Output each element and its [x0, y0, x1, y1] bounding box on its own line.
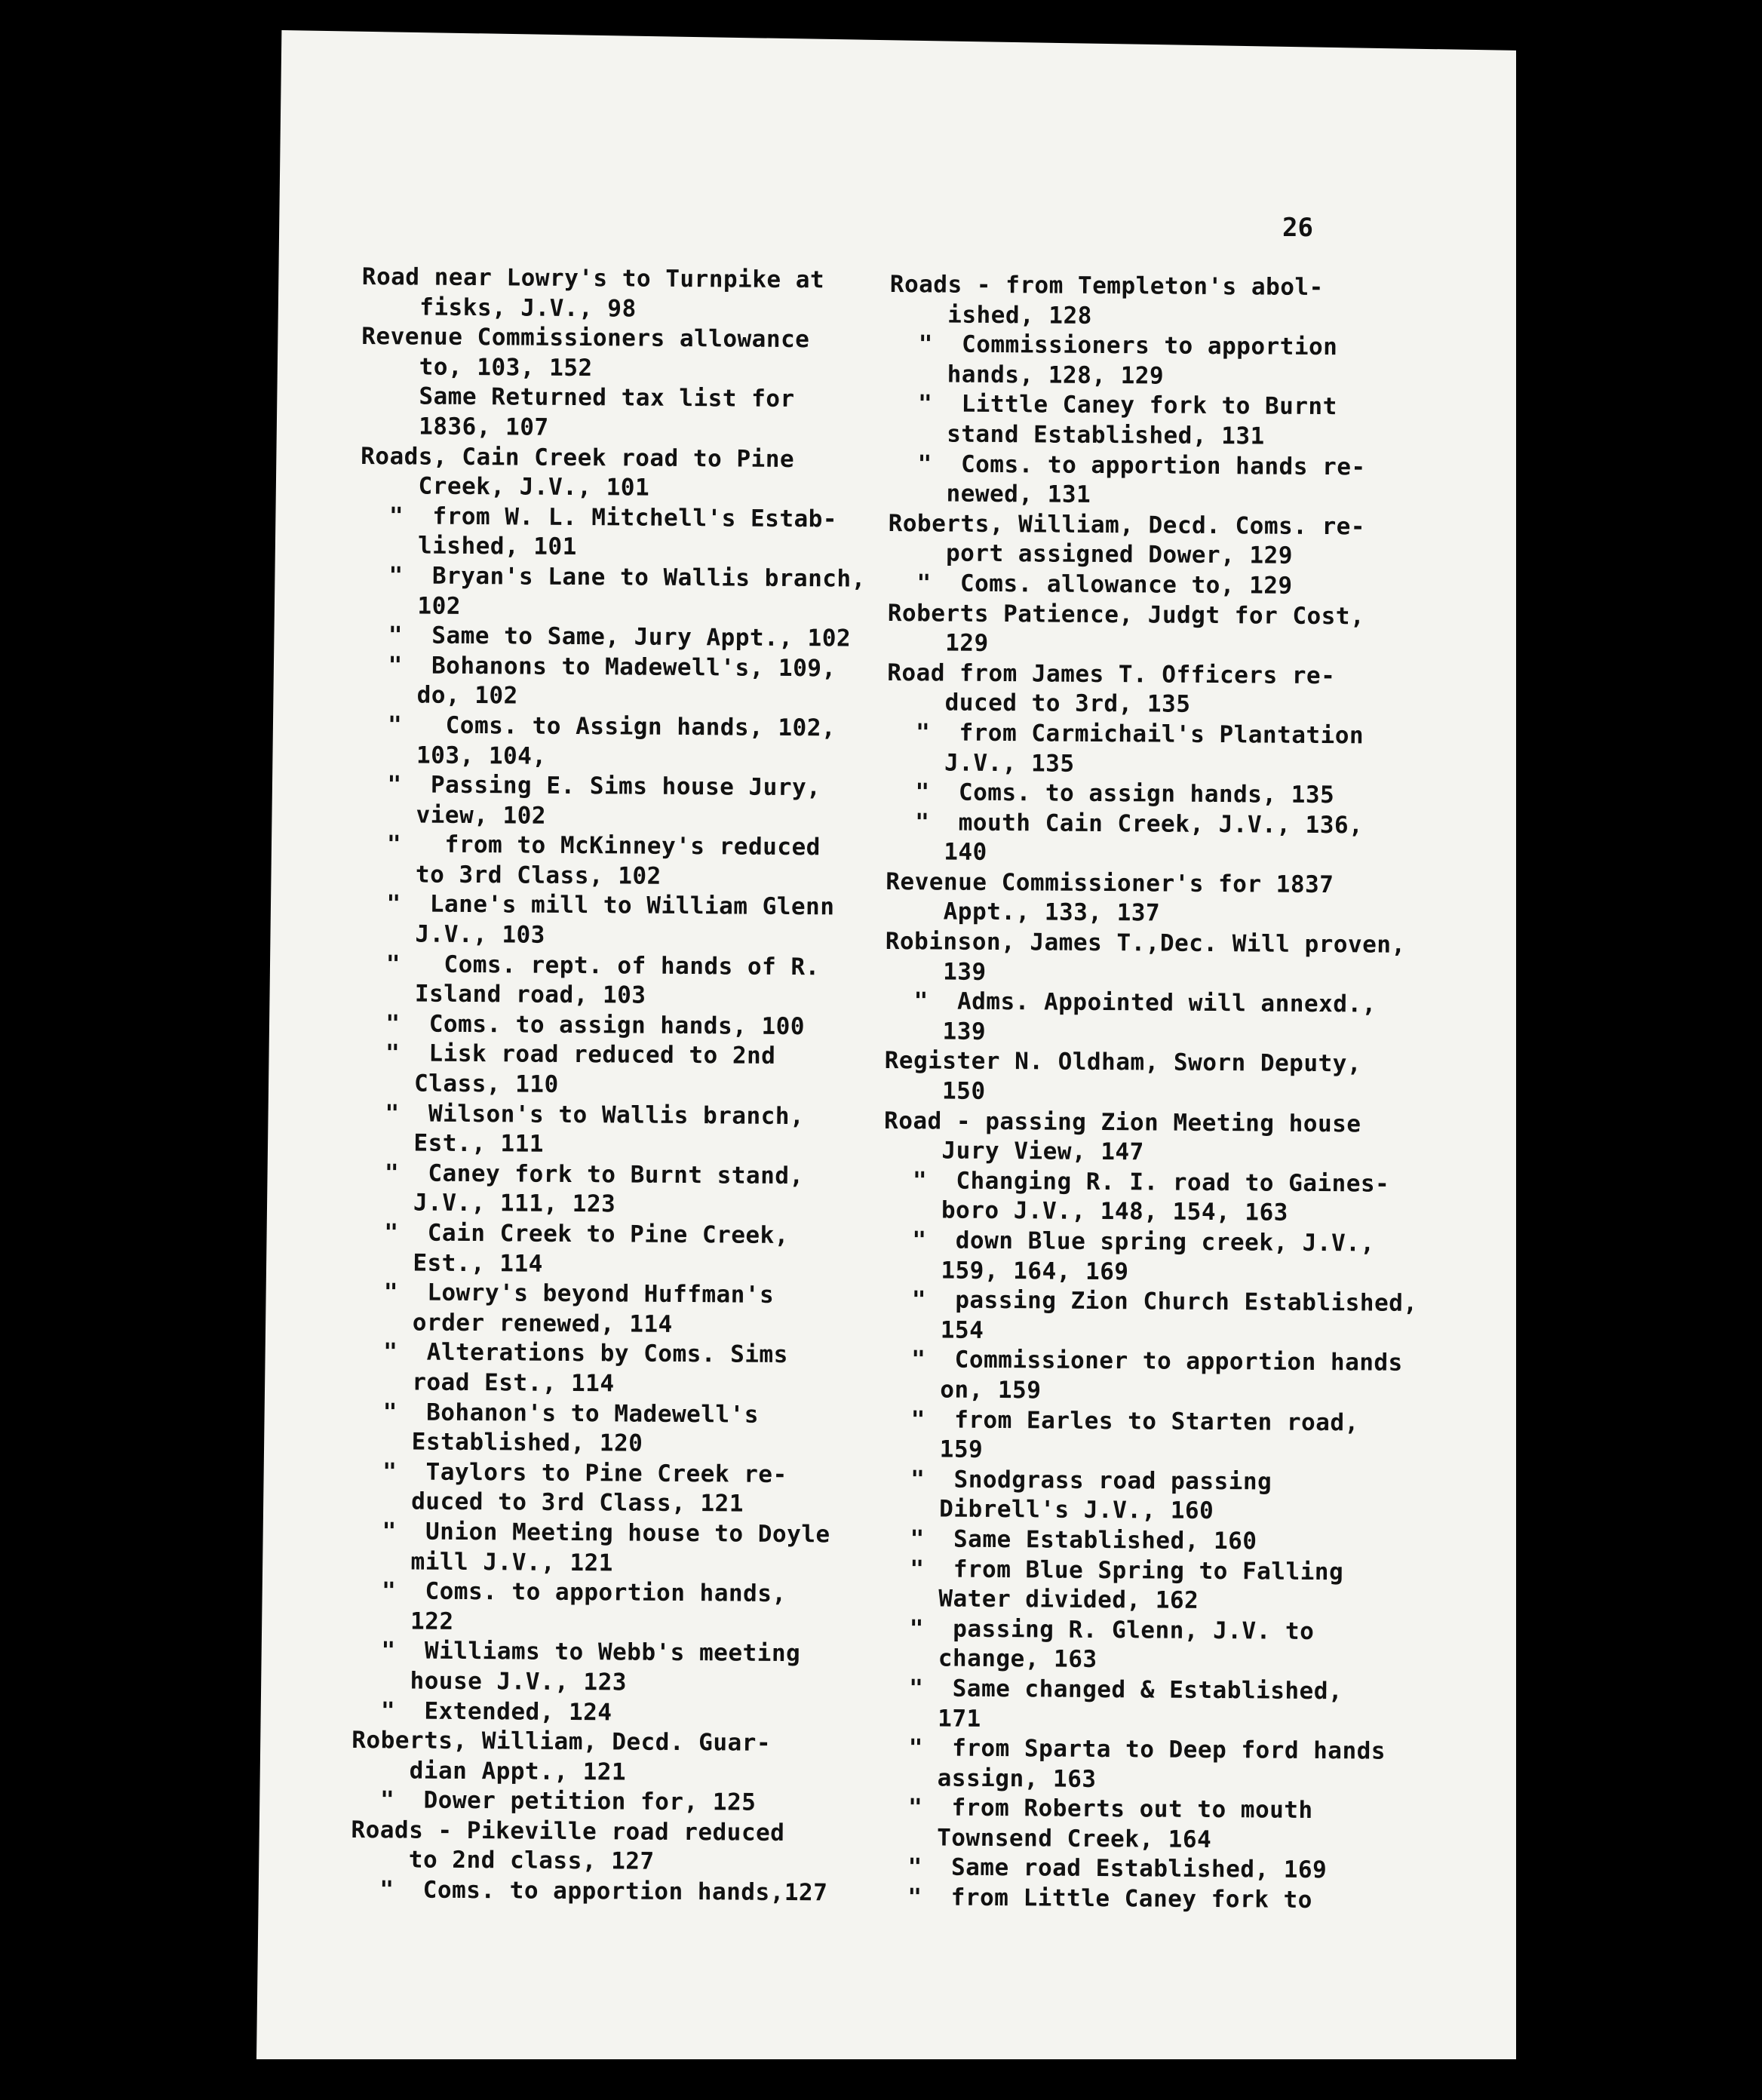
- index-line: " Coms. to assign hands, 135: [886, 778, 1335, 809]
- index-line: view, 102: [358, 800, 547, 830]
- index-line: " Cain Creek to Pine Creek,: [355, 1218, 790, 1249]
- index-line: " Bohanons to Madewell's, 109,: [359, 651, 836, 683]
- index-line: Roberts Patience, Judgt for Cost,: [887, 599, 1365, 630]
- index-line: " down Blue spring creek, J.V.,: [883, 1226, 1375, 1257]
- index-line: " Caney fork to Burnt stand,: [355, 1159, 804, 1190]
- index-line: " from W. L. Mitchell's Estab-: [360, 502, 838, 533]
- page-number: 26: [1282, 213, 1313, 243]
- index-line: " Same to Same, Jury Appt., 102: [359, 622, 852, 652]
- index-line: 150: [884, 1077, 986, 1105]
- index-line: " Bohanon's to Madewell's: [354, 1398, 760, 1429]
- index-line: " Alterations by Coms. Sims: [354, 1338, 788, 1369]
- index-line: 159: [881, 1435, 984, 1464]
- index-line: " Coms. to apportion hands,127: [350, 1876, 828, 1907]
- index-line: " from Earles to Starten road,: [882, 1405, 1359, 1436]
- index-line: " from Sparta to Deep ford hands: [879, 1734, 1386, 1765]
- index-line: " passing Zion Church Established,: [883, 1286, 1418, 1318]
- index-line: duced to 3rd Class, 121: [353, 1488, 744, 1518]
- index-line: " Commissioner to apportion hands: [882, 1346, 1403, 1377]
- index-line: 139: [884, 1017, 987, 1045]
- index-line: Appt., 133, 137: [885, 898, 1161, 927]
- index-line: " Extended, 124: [351, 1696, 612, 1726]
- index-line: Est., 114: [355, 1248, 544, 1278]
- index-line: 154: [883, 1316, 984, 1344]
- index-line: " from Carmichail's Plantation: [886, 718, 1364, 750]
- index-line: hands, 128, 129: [889, 360, 1165, 390]
- index-line: Jury View, 147: [883, 1137, 1144, 1166]
- index-line: to, 103, 152: [361, 352, 593, 382]
- index-line: " Coms. to assign hands, 100: [356, 1009, 806, 1040]
- index-line: newed, 131: [888, 480, 1091, 509]
- index-line: " Snodgrass road passing: [881, 1465, 1272, 1496]
- index-line: " Lisk road reduced to 2nd: [356, 1039, 776, 1070]
- index-line: " from Blue Spring to Falling: [880, 1555, 1344, 1586]
- index-line: 122: [352, 1607, 454, 1635]
- index-line: fisks, J.V., 98: [361, 293, 637, 323]
- index-line: Same Returned tax list for: [361, 382, 795, 413]
- index-line: " Wilson's to Wallis branch,: [356, 1099, 805, 1130]
- index-line: Established, 120: [353, 1428, 643, 1457]
- index-line: Creek, J.V., 101: [360, 472, 650, 502]
- index-line: 140: [886, 838, 987, 867]
- index-line: 129: [887, 629, 989, 658]
- index-line: Road near Lowry's to Turnpike at: [361, 262, 825, 294]
- index-line: " Same changed & Established,: [879, 1674, 1343, 1705]
- index-line: 103, 104,: [358, 741, 547, 770]
- index-line: 139: [885, 957, 987, 986]
- index-line: " Passing E. Sims house Jury,: [358, 771, 821, 802]
- index-line: Island road, 103: [357, 980, 646, 1009]
- index-line: boro J.V., 148, 154, 163: [883, 1196, 1289, 1227]
- index-line: ished, 128: [889, 300, 1093, 330]
- index-line: " Dower petition for, 125: [351, 1786, 757, 1816]
- index-line: Roberts, William, Decd. Coms. re-: [888, 509, 1366, 541]
- index-line: " Taylors to Pine Creek re-: [353, 1457, 787, 1488]
- index-line: Roads - Pikeville road reduced: [351, 1816, 785, 1847]
- index-line: " from to McKinney's reduced: [358, 830, 821, 861]
- index-line: " Bryan's Lane to Wallis branch,: [359, 561, 866, 593]
- index-line: 171: [879, 1704, 981, 1733]
- index-line: change, 163: [880, 1644, 1097, 1674]
- index-line: " Lowry's beyond Huffman's: [355, 1279, 775, 1309]
- index-line: " from Little Caney fork to: [878, 1884, 1312, 1914]
- index-line: port assigned Dower, 129: [888, 539, 1294, 570]
- index-line: to 2nd class, 127: [351, 1846, 655, 1876]
- index-line: " Williams to Webb's meeting: [352, 1637, 801, 1668]
- index-line: " Little Caney fork to Burnt: [889, 390, 1337, 421]
- index-line: " Union Meeting house to Doyle: [353, 1517, 830, 1549]
- index-line: Revenue Commissioners allowance: [361, 323, 810, 354]
- index-line: Class, 110: [356, 1070, 559, 1098]
- index-line: " mouth Cain Creek, J.V., 136,: [886, 808, 1364, 840]
- index-line: mill J.V., 121: [352, 1547, 614, 1577]
- index-line: lished, 101: [360, 532, 577, 561]
- index-line: 159, 164, 169: [883, 1256, 1129, 1285]
- index-line: 1836, 107: [361, 412, 549, 441]
- index-line: J.V., 135: [886, 748, 1075, 778]
- index-column-right: [879, 270, 1425, 1917]
- index-line: Revenue Commissioner's for 1837: [886, 867, 1334, 899]
- index-line: " Coms. to apportion hands re-: [889, 450, 1366, 480]
- index-line: dian Appt., 121: [351, 1756, 627, 1786]
- index-line: J.V., 103: [357, 920, 546, 949]
- index-line: 102: [359, 591, 462, 620]
- index-line: " Coms. allowance to, 129: [887, 569, 1293, 600]
- index-column-left: [351, 262, 868, 1908]
- index-line: " Commissioners to apportion: [889, 330, 1338, 361]
- index-line: " Adms. Appointed will annexd.,: [885, 987, 1377, 1018]
- index-line: house J.V., 123: [351, 1666, 628, 1696]
- index-line: stand Established, 131: [889, 419, 1265, 450]
- index-line: Road from James T. Officers re-: [887, 659, 1336, 689]
- index-line: to 3rd Class, 102: [358, 860, 662, 890]
- index-line: on, 159: [882, 1375, 1042, 1405]
- index-line: duced to 3rd, 135: [886, 689, 1191, 719]
- index-line: J.V., 111, 123: [355, 1189, 616, 1218]
- index-line: road Est., 114: [354, 1368, 615, 1398]
- index-line: Roads - from Templeton's abol-: [889, 270, 1324, 302]
- index-line: do, 102: [358, 681, 518, 710]
- index-line: Robinson, James T.,Dec. Will proven,: [885, 928, 1406, 959]
- index-line: " Coms. to apportion hands,: [352, 1577, 787, 1608]
- index-line: Register N. Oldham, Sworn Deputy,: [884, 1047, 1362, 1078]
- index-line: " Coms. to Assign hands, 102,: [358, 711, 836, 742]
- index-line: Water divided, 162: [880, 1585, 1199, 1615]
- index-line: Roberts, William, Decd. Guar-: [351, 1727, 772, 1757]
- index-line: " Changing R. I. road to Gaines-: [883, 1166, 1390, 1198]
- index-line: Townsend Creek, 164: [879, 1823, 1212, 1853]
- index-line: " Coms. rept. of hands of R.: [357, 950, 820, 981]
- index-line: Road - passing Zion Meeting house: [884, 1107, 1361, 1138]
- index-line: " Same road Established, 169: [879, 1853, 1328, 1884]
- index-line: Est., 111: [355, 1129, 545, 1158]
- index-line: " Same Established, 160: [881, 1524, 1257, 1555]
- index-line: " from Roberts out to mouth: [879, 1794, 1313, 1825]
- index-line: " Lane's mill to William Glenn: [357, 890, 835, 921]
- index-line: assign, 163: [879, 1764, 1097, 1793]
- index-line: order renewed, 114: [355, 1308, 673, 1338]
- index-line: Dibrell's J.V., 160: [881, 1495, 1214, 1525]
- index-line: Roads, Cain Creek road to Pine: [361, 442, 795, 473]
- index-line: " passing R. Glenn, J.V. to: [880, 1614, 1315, 1645]
